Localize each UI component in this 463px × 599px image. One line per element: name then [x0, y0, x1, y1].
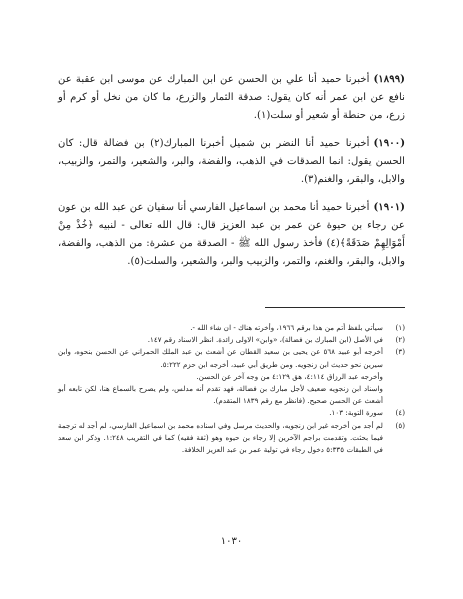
footnote-line: وأخرجه عبد الرزاق ٤:١١٤، هق ٤:١٢٩ من وجه آخر عن الحسن. [196, 371, 383, 381]
footnote-body [58, 407, 383, 419]
hadith-number: (١٩٠٠) [373, 137, 406, 149]
footnote-1 [58, 322, 405, 334]
footnote-line: واسناد ابن زنجويه ضعيف لأجل مبارك بن فضالة، فهد تقدم أنه مدلس، ولم يصرح بالسماع هنا، لكن تابعه أبو أشعث عن الحسن صحيح. (فانظر مع رقم ١٨٣٩ المتقدم). [58, 384, 383, 406]
footnote-number: (٥) [395, 420, 405, 430]
footnote-4 [58, 407, 405, 419]
footnote-line: سورة التوبة: ١٠٣. [329, 408, 383, 418]
footnote-number: (٤) [395, 408, 405, 418]
hadith-text: أخبرنا حميد أنا محمد بن اسماعيل الفارسي أنا سفيان عن عبد الله بن عون عن رجاء بن حيوة عن عمر بن عبد العزيز قال: قال الله تعالى - لنبيه ﴿خُذْ مِنْ أَمْوَالِهِمْ صَدَقَةً﴾(٤) فأخذ رسول الله ﷺ - الصدقة من عشرة: من الذهب، والفضة، والابل، والبقر، والغنم، والتمر، والزبيب والبر، والشعير، والسلت(٥). [58, 202, 405, 267]
footnote-body [58, 346, 383, 407]
footnote-body [58, 334, 383, 346]
footnotes-section [58, 322, 405, 456]
hadith-section [58, 70, 405, 271]
footnote-divider [265, 307, 405, 308]
footnote-line: لم أجد من أخرجه غير ابن زنجويه، والحديث مرسل وفي اسناده محمد بن اسماعيل الفارسي، لم أجد له ترجمة فيما بحثت. وتقدمت براجم الآخرين إلا رجاء بن حيوه وهو (ثقة فقيه) كما في التقريب ١:٢٤٨. وذكر ابن سعد في الطبقات ٥:٣٣٥ دخول رجاء في تولية عمر بن عبد العزيز الخلافة. [58, 420, 383, 455]
page-number: ١٠٣٠ [220, 536, 243, 547]
footnote-number: (١) [395, 323, 405, 332]
footnote-2 [58, 334, 405, 346]
footnote-line: أخرجه أبو عبيد ٥٦٨ عن يحيى بن سعيد القطان عن أشعث بن عبد الملك الحمراني عن الحسن بنحوه، وابن سيرين نحو حديث ابن زنجويه. ومن طريق أبي عبيد، أخرجه ابن حزم ٥:٢٢٢. [58, 347, 383, 369]
footnote-body [58, 322, 383, 334]
footnote-line: في الأصل (ابن المبارك بن فضالة)، «وابن» الاولى زائدة. انظر الاسناد رقم ١٤٧. [147, 335, 383, 345]
footnote-body [58, 420, 383, 457]
footnote-3 [58, 346, 405, 407]
footnote-number: (٣) [395, 347, 405, 357]
footnote-number: (٢) [395, 335, 405, 345]
hadith-1900 [58, 134, 405, 189]
hadith-number: (١٩٠١) [373, 201, 405, 213]
hadith-number: (١٨٩٩) [373, 73, 405, 85]
hadith-text: أخبرنا حميد أنا علي بن الحسن عن ابن المبارك عن موسى ابن عقبة عن نافع عن ابن عمر أنه كان يقول: صدقة الثمار والزرع، ما كان من نخل أو كرم أو زرع، من حنطة أو شعير أو سلت(١). [58, 74, 405, 121]
hadith-text: أخبرنا حميد أنا النضر بن شميل أخبرنا المبارك(٢) بن فضالة قال: كان الحسن يقول: انما الصدقات في الذهب، والفضة، والبر، والشعير، والتمر، والزبيب، والابل، والبقر، والغنم(٣). [58, 138, 405, 185]
hadith-1901 [58, 198, 405, 271]
hadith-1899 [58, 70, 405, 125]
footnote-5 [58, 420, 405, 457]
footnote-line: سيأتي بلفظ أتم من هذا برقم ١٩٦٦، وأخرته هناك - ان شاء الله -. [190, 323, 383, 332]
